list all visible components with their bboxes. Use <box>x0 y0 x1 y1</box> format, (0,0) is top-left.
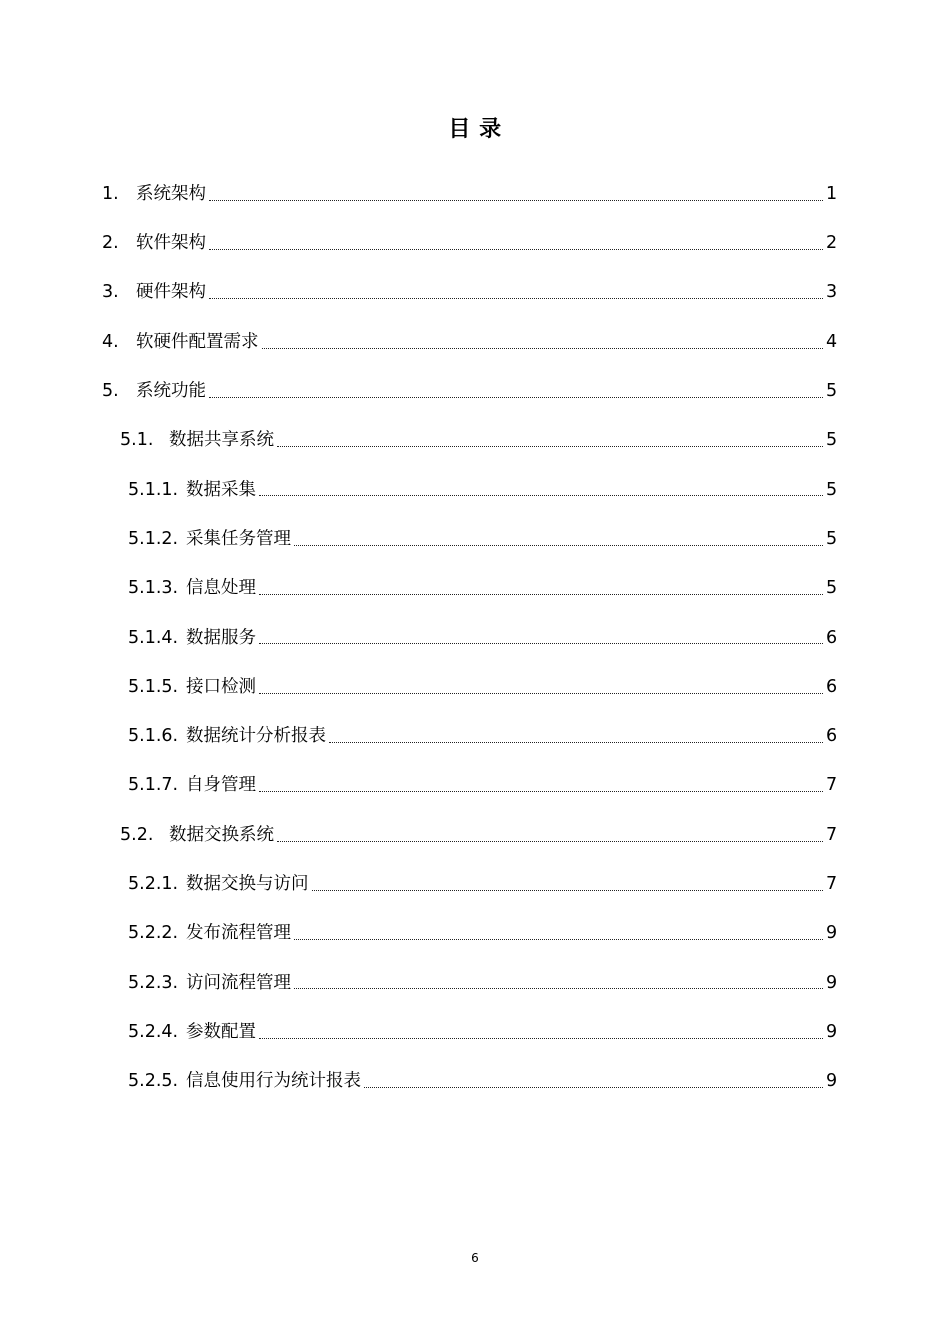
toc-entry-number: 5.2. <box>120 824 154 845</box>
toc-entry-label: 信息处理 <box>186 578 256 599</box>
toc-leader-dots <box>259 494 823 496</box>
toc-entry-label: 发布流程管理 <box>186 923 291 944</box>
toc-leader-dots <box>262 347 824 349</box>
toc-entry-label: 信息使用行为统计报表 <box>186 1071 361 1092</box>
toc-entry-number: 5.1.5. <box>128 676 179 697</box>
toc-entry-page: 9 <box>826 1071 838 1092</box>
toc-entry-label: 数据统计分析报表 <box>186 726 326 747</box>
toc-entry-label: 参数配置 <box>186 1021 256 1042</box>
toc-entry-label: 软硬件配置需求 <box>136 331 259 352</box>
toc-entry-number: 3. <box>102 282 119 303</box>
toc-entry[interactable] <box>102 170 837 219</box>
toc-entry-page: 1 <box>826 183 838 204</box>
toc-entry-page: 6 <box>826 726 838 747</box>
toc-leader-dots <box>259 642 823 644</box>
toc-entry[interactable] <box>102 762 837 811</box>
toc-entry-label: 数据交换系统 <box>169 824 274 845</box>
toc-entry-page: 9 <box>826 972 838 993</box>
toc-entry[interactable] <box>102 1057 837 1106</box>
toc-entry-number: 1. <box>102 183 119 204</box>
toc-leader-dots <box>209 248 823 250</box>
toc-entry[interactable] <box>102 367 837 416</box>
toc-entry-page: 2 <box>826 233 838 254</box>
toc-entry-label: 硬件架构 <box>136 282 206 303</box>
toc-entry-number: 4. <box>102 331 119 352</box>
toc-entry-label: 采集任务管理 <box>186 528 291 549</box>
toc-entry[interactable] <box>102 515 837 564</box>
toc-leader-dots <box>277 445 823 447</box>
toc-leader-dots <box>259 790 823 792</box>
toc-entry[interactable] <box>102 860 837 909</box>
toc-entry-page: 9 <box>826 923 838 944</box>
toc-entry[interactable] <box>102 416 837 465</box>
toc-entry[interactable] <box>102 1008 837 1057</box>
toc-entry[interactable] <box>102 269 837 318</box>
toc-entry-number: 5.1. <box>120 430 154 451</box>
toc-entry-label: 数据共享系统 <box>169 430 274 451</box>
toc-entry-number: 5.2.5. <box>128 1071 179 1092</box>
toc-entry[interactable] <box>102 318 837 367</box>
toc-entry-label: 数据采集 <box>186 479 256 500</box>
toc-entry-label: 接口检测 <box>186 676 256 697</box>
toc-entry[interactable] <box>102 663 837 712</box>
toc-leader-dots <box>294 987 823 989</box>
toc-leader-dots <box>312 889 824 891</box>
toc-entry-number: 5.1.1. <box>128 479 179 500</box>
toc-entry-number: 5.1.3. <box>128 578 179 599</box>
toc-entry[interactable] <box>102 614 837 663</box>
toc-entry-number: 2. <box>102 233 119 254</box>
toc-entry-number: 5.2.1. <box>128 874 179 895</box>
toc-entry-page: 6 <box>826 627 838 648</box>
toc-leader-dots <box>209 199 823 201</box>
toc-entry-page: 5 <box>826 578 838 599</box>
toc-entry-label: 数据交换与访问 <box>186 874 309 895</box>
toc-entry-page: 5 <box>826 528 838 549</box>
toc-entry-label: 数据服务 <box>186 627 256 648</box>
toc-entry[interactable] <box>102 219 837 268</box>
toc-entry-number: 5.2.4. <box>128 1021 179 1042</box>
toc-entry-page: 6 <box>826 676 838 697</box>
toc-entry-page: 7 <box>826 824 838 845</box>
toc-entry[interactable] <box>102 564 837 613</box>
toc-entry-page: 5 <box>826 381 838 402</box>
toc-entry-number: 5.1.7. <box>128 775 179 796</box>
toc-leader-dots <box>294 544 823 546</box>
toc-entry-number: 5.1.2. <box>128 528 179 549</box>
toc-entry[interactable] <box>102 712 837 761</box>
page-number: 6 <box>471 1251 479 1265</box>
toc-entry-label: 软件架构 <box>136 233 206 254</box>
toc-entry[interactable] <box>102 466 837 515</box>
page-title: 目 录 <box>448 117 502 142</box>
toc-entry-page: 5 <box>826 479 838 500</box>
toc-entry-number: 5.1.6. <box>128 726 179 747</box>
toc-entry-label: 自身管理 <box>186 775 256 796</box>
toc-leader-dots <box>277 840 823 842</box>
toc-leader-dots <box>259 692 823 694</box>
toc-leader-dots <box>364 1086 823 1088</box>
toc-entry[interactable] <box>102 909 837 958</box>
toc-entry[interactable] <box>102 811 837 860</box>
toc-leader-dots <box>209 297 823 299</box>
toc-entry-number: 5.1.4. <box>128 627 179 648</box>
toc-entry-label: 系统架构 <box>136 183 206 204</box>
toc-leader-dots <box>294 938 823 940</box>
toc-entry-label: 系统功能 <box>136 381 206 402</box>
toc-entry-page: 4 <box>826 331 838 352</box>
toc-entry-page: 7 <box>826 874 838 895</box>
toc-entry-label: 访问流程管理 <box>186 972 291 993</box>
toc-entry-page: 5 <box>826 430 838 451</box>
toc-entry-page: 9 <box>826 1021 838 1042</box>
toc-entry-page: 7 <box>826 775 838 796</box>
toc-entry-number: 5.2.2. <box>128 923 179 944</box>
toc-entry-number: 5. <box>102 381 119 402</box>
toc-entry-number: 5.2.3. <box>128 972 179 993</box>
toc-entry[interactable] <box>102 959 837 1008</box>
toc-leader-dots <box>259 1037 823 1039</box>
toc-entry-page: 3 <box>826 282 838 303</box>
toc-leader-dots <box>259 593 823 595</box>
table-of-contents <box>102 170 837 1107</box>
toc-leader-dots <box>209 396 823 398</box>
toc-leader-dots <box>329 741 823 743</box>
